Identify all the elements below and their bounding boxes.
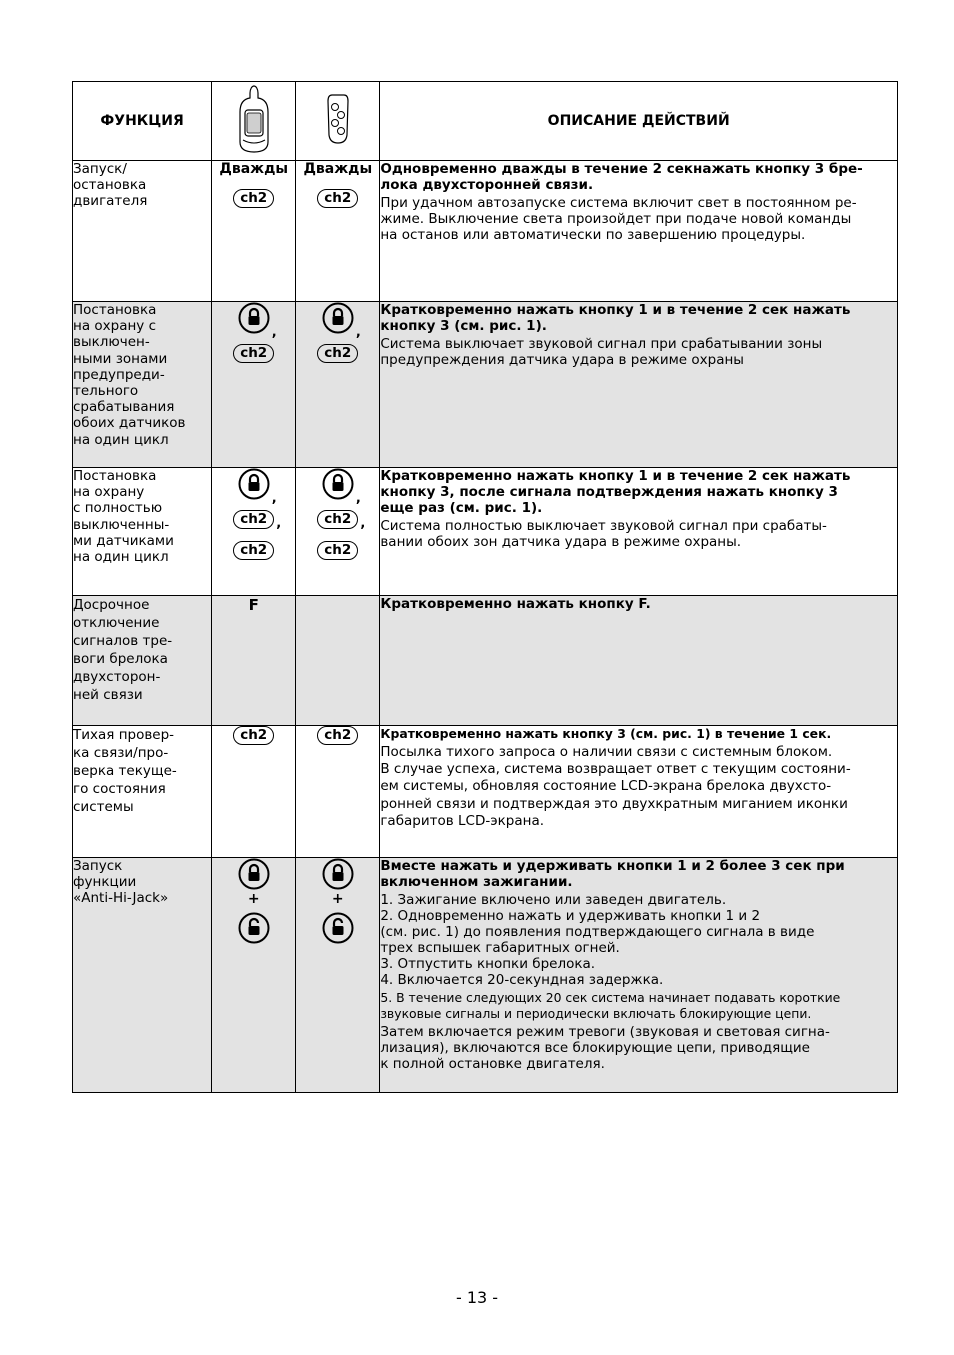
function-text: Постановка на охрану с полностью выключенны- ми датчиками на один цикл <box>73 468 174 566</box>
two-way-buttons-cell <box>212 302 296 468</box>
lock-button-wrap <box>238 468 277 506</box>
description-text: Посылка тихого запроса о наличии связи с системным блоком. В случае успеха, система возвращает ответ с текущим состояни- ем системы, обновляя состояние LCD-экрана брелока двухсто- ронней связи и подтверждая это двухкратным миганием иконки габаритов LCD-экрана. <box>380 744 851 829</box>
function-table <box>72 81 898 1093</box>
description-text: Система полностью выключает звуковой сигнал при срабаты- вании обоих зон датчика удара в режиме охраны. <box>380 518 827 550</box>
comma-separator: , <box>355 325 361 340</box>
description-cell <box>380 161 898 302</box>
description-cell <box>380 596 898 726</box>
description-cell <box>380 726 898 858</box>
function-text: Постановка на охрану с выключен- ными зонами предупреди- тельного срабатывания обоих датчиков на один цикл <box>73 302 186 448</box>
description-step-5: 5. В течение следующих 20 сек система начинает подавать короткие звуковые сигналы и периодически включать блокирующие цепи. <box>380 990 841 1021</box>
ch2-button-icon: ch2 <box>233 726 274 745</box>
comma-separator: , <box>276 516 282 531</box>
header-remote-two-way <box>212 82 296 161</box>
function-cell <box>73 858 212 1093</box>
function-text: Досрочное отключение сигналов тре- воги брелока двухсторон- ней связи <box>73 597 173 703</box>
function-cell <box>73 596 212 726</box>
one-way-buttons-cell <box>296 468 380 596</box>
header-function: ФУНКЦИЯ <box>73 82 212 161</box>
unlock-icon <box>322 912 354 944</box>
comma-separator: , <box>271 491 277 506</box>
one-way-buttons-cell <box>296 161 380 302</box>
ch2-button-icon: ch2 <box>317 344 358 363</box>
lock-icon <box>238 858 270 890</box>
two-way-buttons-cell <box>212 596 296 726</box>
comma-separator: , <box>271 325 277 340</box>
two-way-buttons-cell <box>212 161 296 302</box>
function-cell <box>73 161 212 302</box>
description-bold: Кратковременно нажать кнопку F. <box>380 596 651 612</box>
description-steps: 1. Зажигание включено или заведен двигатель. 2. Одновременно нажать и удерживать кнопки 1 и 2 (см. рис. 1) до появления подтверждающего сигнала в виде трех вспышек габаритных огней. 3. Отпустить кнопки брелока. 4. Включается 20-секундная задержка. <box>380 892 815 988</box>
ch2-button-icon: ch2 <box>317 541 358 560</box>
ch2-button-icon: ch2 <box>233 189 274 208</box>
header-description: ОПИСАНИЕ ДЕЙСТВИЙ <box>380 82 898 161</box>
plus-sign: + <box>331 891 344 907</box>
ch2-button-icon: ch2 <box>317 510 358 529</box>
lock-button-wrap <box>238 302 277 340</box>
description-cell <box>380 468 898 596</box>
two-way-lcd-remote-icon <box>237 84 271 154</box>
description-bold: Кратковременно нажать кнопку 3 (см. рис. 1) в течение 1 сек. <box>380 726 832 741</box>
f-button-label: F <box>248 596 259 614</box>
lock-button-wrap <box>322 468 361 506</box>
one-way-buttons-cell <box>296 596 380 726</box>
two-way-buttons-cell <box>212 468 296 596</box>
function-text: Тихая провер- ка связи/про- верка текуще- го состояния системы <box>73 727 177 815</box>
function-text: Запуск/ остановка двигателя <box>73 161 148 210</box>
ch2-button-icon: ch2 <box>233 541 274 560</box>
description-bold: Кратковременно нажать кнопку 1 и в течение 2 сек нажать кнопку 3 (см. рис. 1). <box>380 302 851 334</box>
description-text: Затем включается режим тревоги (звуковая и световая сигна- лизация), включаются все блокирующие цепи, приводящие к полной остановке двигателя. <box>380 1024 830 1072</box>
comma-separator: , <box>355 491 361 506</box>
one-way-buttons-cell <box>296 302 380 468</box>
comma-separator: , <box>360 516 366 531</box>
table-row <box>73 596 898 726</box>
unlock-icon <box>238 912 270 944</box>
lock-icon <box>238 468 270 500</box>
ch2-button-wrap <box>317 510 366 531</box>
twice-label: Дважды <box>219 161 289 177</box>
table-row <box>73 302 898 468</box>
one-way-buttons-cell <box>296 726 380 858</box>
ch2-button-wrap <box>233 510 282 531</box>
table-row <box>73 858 898 1093</box>
function-cell <box>73 302 212 468</box>
lock-button-wrap <box>322 302 361 340</box>
description-cell <box>380 302 898 468</box>
ch2-button-icon: ch2 <box>233 344 274 363</box>
lock-icon <box>238 302 270 334</box>
function-cell <box>73 468 212 596</box>
lock-icon <box>322 858 354 890</box>
ch2-button-icon: ch2 <box>233 510 274 529</box>
ch2-button-icon: ch2 <box>317 189 358 208</box>
description-bold: Вместе нажать и удерживать кнопки 1 и 2 более 3 сек при включенном зажигании. <box>380 858 845 890</box>
table-row <box>73 161 898 302</box>
lock-icon <box>322 302 354 334</box>
description-bold: Кратковременно нажать кнопку 1 и в течение 2 сек нажать кнопку 3, после сигнала подтверждения нажать кнопку 3 еще раз (см. рис. 1). <box>380 468 851 516</box>
plus-sign: + <box>247 891 260 907</box>
two-way-buttons-cell <box>212 858 296 1093</box>
one-way-buttons-cell <box>296 858 380 1093</box>
function-cell <box>73 726 212 858</box>
description-text: При удачном автозапуске система включит свет в постоянном ре- жиме. Выключение света произойдет при подаче новой команды на останов или автоматически по завершению процедуры. <box>380 195 857 243</box>
header-remote-one-way <box>296 82 380 161</box>
ch2-button-icon: ch2 <box>317 726 358 745</box>
function-text: Запуск функции «Anti-Hi-Jack» <box>73 858 169 907</box>
table-row <box>73 726 898 858</box>
one-way-remote-icon <box>324 91 352 147</box>
page-number: - 13 - <box>455 1288 499 1307</box>
description-text: Система выключает звуковой сигнал при срабатывании зоны предупреждения датчика удара в режиме охраны <box>380 336 823 368</box>
description-bold: Одновременно дважды в течение 2 секнажать кнопку 3 бре- лока двухсторонней связи. <box>380 161 863 193</box>
twice-label: Дважды <box>303 161 373 177</box>
table-row <box>73 468 898 596</box>
description-cell <box>380 858 898 1093</box>
lock-icon <box>322 468 354 500</box>
two-way-buttons-cell <box>212 726 296 858</box>
table-header-row <box>73 82 898 161</box>
